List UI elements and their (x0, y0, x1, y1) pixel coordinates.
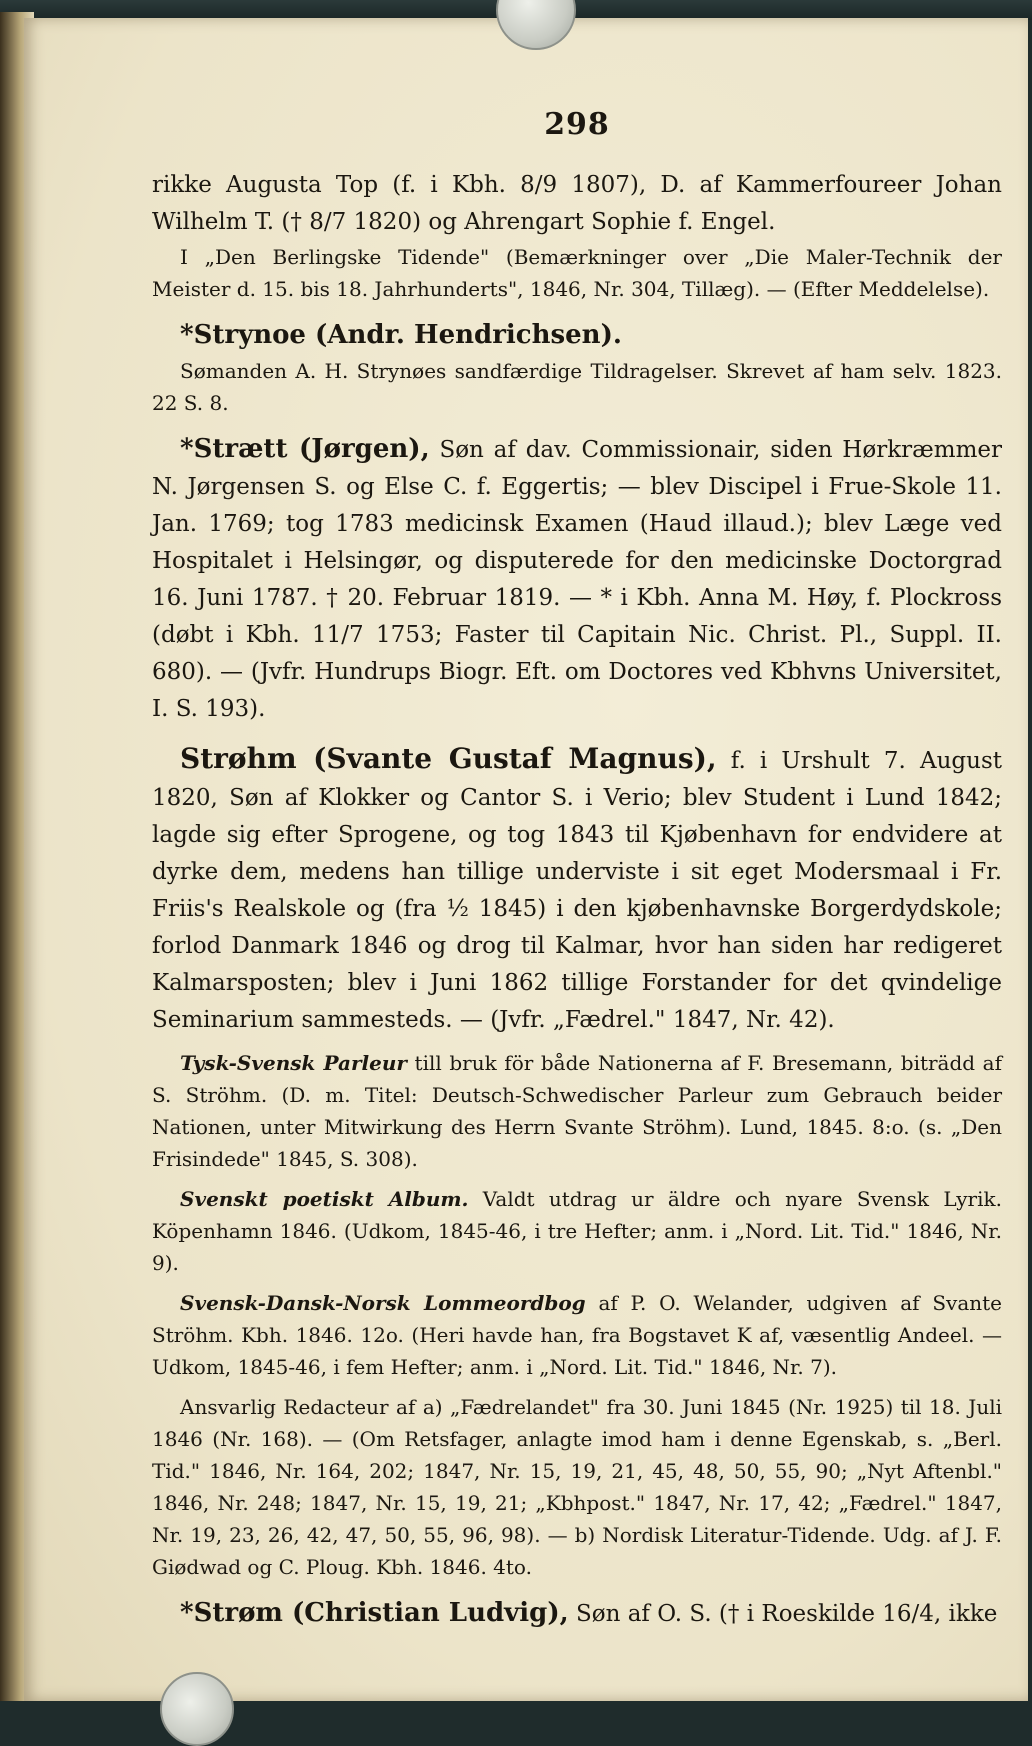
entry-text: Søn af dav. Commissionair, siden Hørkræmmer N. Jørgensen S. og Else C. f. Eggertis; — blev Discipel i Frue-Skole 11. Jan. 1769; tog 1783 medicinsk Examen (Haud illaud.); blev Læge ved Hospitalet i Helsingør, og disputerede for den medicinske Doctorgrad 16. Juni 1787. † 20. Februar 1819. — * i Kbh. Anna M. Høy, f. Plockross (døbt i Kbh. 11/7 1753; Faster til Capitain Nic. Christ. Pl., Suppl. II. 680). — (Jvfr. Hundrups Biogr. Eft. om Doctores ved Kbhvns Universitet, I. S. 193). (152, 437, 1002, 722)
bib-text: Valdt utdrag ur äldre och nyare Svensk Lyrik. Köpenhamn 1846. (Udkom, 1845-46, i tre Hefter; anm. i „Nord. Lit. Tid." 1846, Nr. 9). (152, 1187, 1002, 1275)
bib-title: Tysk-Svensk Parleur (180, 1051, 407, 1075)
entry-text: Søn af O. S. († i Roeskilde 16/4, ikke (575, 1601, 998, 1627)
bib-text: Ansvarlig Redacteur af a) „Fædrelandet" fra 30. Juni 1845 (Nr. 1925) til 18. Juli 1846 (Nr. 168). — (Om Retsfager, anlagte imod ham i denne Egenskab, s. „Berl. Tid." 1846, Nr. 164, 202; 1847, Nr. 15, 19, 21, 45, 48, 50, 55, 90; „Nyt Aftenbl." 1846, Nr. 248; 1847, Nr. 15, 19, 21; „Kbhpost." 1847, Nr. 17, 42; „Fædrel." 1847, Nr. 19, 23, 26, 42, 47, 50, 55, 96, 98). — b) Nordisk Literatur-Tidende. Udg. af J. F. Giødwad og C. Ploug. Kbh. 1846. 4to. (152, 1395, 1002, 1579)
entry-heading: *Strøm (Christian Ludvig), (180, 1598, 569, 1628)
bib-text: till bruk för både Nationerna af F. Bresemann, biträdd af S. Ströhm. (D. m. Titel: Deutsch-Schwedischer Parleur zum Gebrauch beider Nationen, unter Mitwirkung des Herrn Svante Ströhm). Lund, 1845. 8:o. (s. „Den Frisindede" 1845, S. 308). (152, 1051, 1002, 1171)
page-number: 298 (544, 107, 610, 142)
entry-strynoe (152, 317, 1002, 419)
bibliography-item (152, 1183, 1002, 1279)
entry-heading: Strøhm (Svante Gustaf Magnus), (180, 742, 717, 775)
entry-strohm (152, 740, 1002, 1583)
page-text (152, 106, 1002, 1633)
bib-title: Svenskt poetiskt Album. (180, 1187, 469, 1211)
entry-heading: *Strætt (Jørgen), (180, 434, 430, 464)
paragraph: I „Den Berlingske Tidende" (Bemærkninger over „Die Maler-Technik der Meister d. 15. bis 18. Jahrhunderts", 1846, Nr. 304, Tillæg). — (Efter Meddelelse). (152, 245, 1002, 301)
entry-text: f. i Urshult 7. August 1820, Søn af Klokker og Cantor S. i Verio; blev Student i Lund 1842; lagde sig efter Sprogene, og tog 1843 til Kjøbenhavn for endvidere at dyrke dem, medens han tillige underviste i sit eget Modersmaal i Fr. Friis's Realskole og (fra ½ 1845) i den kjøbenhavnske Borgerdydskole; forlod Danmark 1846 og drog til Kalmar, hvor han siden har redigeret Kalmarsposten; blev i Juni 1862 tillige Forstander for det qvindelige Seminarium sammesteds. — (Jvfr. „Fædrel." 1847, Nr. 42). (152, 748, 1002, 1033)
book-page (24, 18, 1028, 1701)
entry-text: Sømanden A. H. Strynøes sandfærdige Tildragelser. Skrevet af ham selv. 1823. 22 S. 8. (152, 359, 1002, 415)
bibliography-item (152, 1391, 1002, 1583)
bib-text: af P. O. Welander, udgiven af Svante Ströhm. Kbh. 1846. 12o. (Heri havde han, fra Bogstavet K af, væsentlig Andeel. — Udkom, 1845-46, i fem Hefter; anm. i „Nord. Lit. Tid." 1846, Nr. 7). (152, 1291, 1002, 1379)
paragraph: rikke Augusta Top (f. i Kbh. 8/9 1807), D. af Kammerfoureer Johan Wilhelm T. († 8/7 1820) og Ahrengart Sophie f. Engel. (152, 172, 1002, 235)
bibliography-item (152, 1287, 1002, 1383)
entry-heading: *Strynoe (Andr. Hendrichsen). (180, 320, 622, 350)
entry-strom (152, 1595, 1002, 1633)
page-clip-bottom (160, 1672, 234, 1746)
bibliography-item (152, 1047, 1002, 1175)
bib-title: Svensk-Dansk-Norsk Lommeordbog (180, 1291, 586, 1315)
entry-straett (152, 431, 1002, 728)
